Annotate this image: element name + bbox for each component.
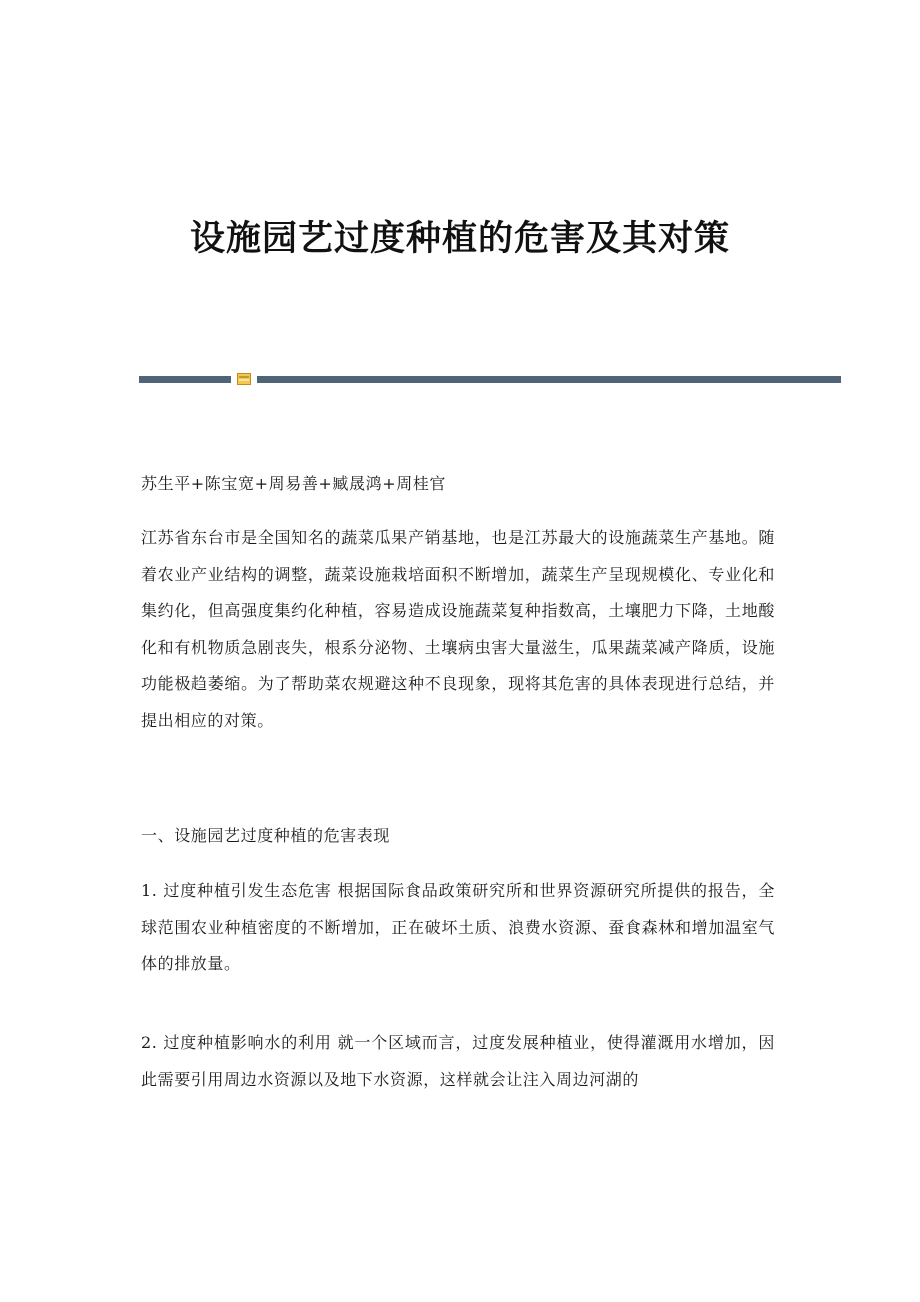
section-heading: 一、设施园艺过度种植的危害表现 bbox=[141, 826, 391, 845]
divider-bar-right bbox=[257, 376, 841, 383]
divider-bar-left bbox=[139, 376, 231, 383]
document-title: 设施园艺过度种植的危害及其对策 bbox=[189, 218, 730, 259]
intro-paragraph: 江苏省东台市是全国知名的蔬菜瓜果产销基地，也是江苏最大的设施蔬菜生产基地。随着农业产业结构的调整，蔬菜设施栽培面积不断增加，蔬菜生产呈现规模化、专业化和集约化，但高强度集约化种植，容易造成设施蔬菜复种指数高，土壤肥力下降，土地酸化和有机物质急剧丧失，根系分泌物、土壤病虫害大量滋生，瓜果蔬菜减产降质，设施功能极趋萎缩。为了帮助菜农规避这种不良现象，现将其危害的具体表现进行总结，并提出相应的对策。 bbox=[141, 528, 775, 730]
list-item: 1. 过度种植引发生态危害 根据国际食品政策研究所和世界资源研究所提供的报告，全球范围农业种植密度的不断增加，正在破坏土质、浪费水资源、蚕食森林和增加温室气体的排放量。 bbox=[141, 881, 775, 973]
author-list: 苏生平+陈宝宽+周易善+臧晟鸿+周桂官 bbox=[141, 474, 447, 493]
envelope-ornament-icon bbox=[237, 373, 251, 385]
title-divider bbox=[139, 373, 841, 385]
list-item: 2. 过度种植影响水的利用 就一个区域而言，过度发展种植业，使得灌溉用水增加，因此需要引用周边水资源以及地下水资源，这样就会让注入周边河湖的 bbox=[141, 1033, 775, 1089]
